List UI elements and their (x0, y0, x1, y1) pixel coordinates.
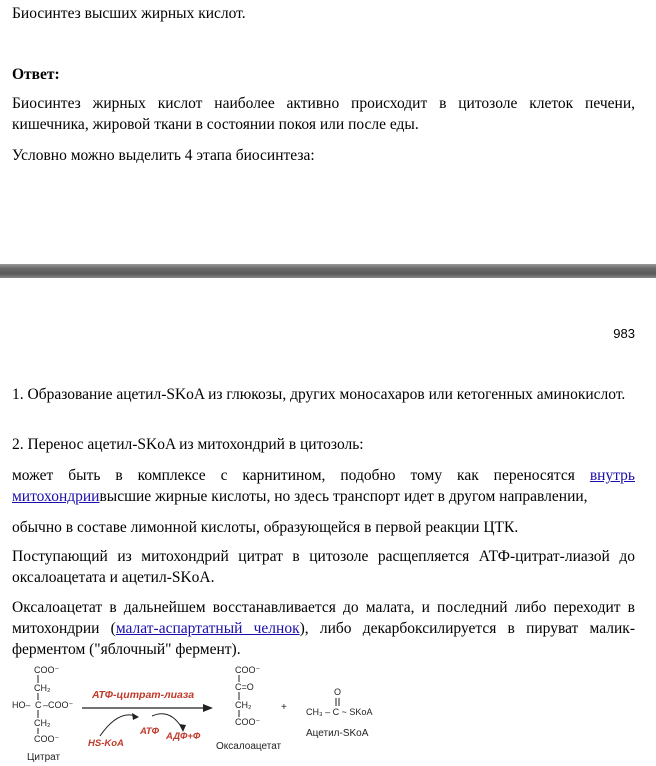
link-into-mitochondria[interactable]: внутрь митохондрии (12, 467, 635, 505)
paragraph-citric-acid: обычно в составе лимонной кислоты, образующейся в первой реакции ЦТК. (12, 519, 519, 536)
paragraph-citrate-lyase: Поступающий из митохондрий цитрат в цитозоле расщепляется АТФ-цитрат-лиазой до оксалоацетата и ацетил-SKoA. (12, 548, 635, 586)
page-number: 983 (613, 326, 635, 341)
paragraph-intro: Биосинтез жирных кислот наиболее активно происходит в цитозоле клеток печени, кишечника, жировой ткани в состоянии покоя или после еды. (12, 95, 635, 133)
acetyl-formula: CH₃ – C ~ SKoA (306, 707, 373, 717)
citrate-coo-top: COO⁻ (34, 665, 60, 675)
citrate-center-c: C (35, 700, 42, 710)
atp-label: АТФ (140, 726, 159, 737)
oxaloacetate-ch2: CH₂ (235, 700, 252, 710)
oxaloacetate-c-eq-o: C=O (235, 682, 254, 692)
paragraph-carnitine (12, 465, 635, 507)
page-divider (0, 264, 656, 278)
oxaloacetate-text-end: ), либо декарбоксилируется в пируват малик-ферментом ("яблочный" фермент). (12, 620, 635, 658)
reaction-scheme (0, 662, 656, 766)
oxaloacetate-coo-bottom: COO⁻ (235, 717, 261, 727)
oxaloacetate-coo-top: COO⁻ (235, 665, 261, 675)
acetyl-label: Ацетил-SKoA (306, 728, 369, 739)
paragraph-oxaloacetate (12, 597, 635, 660)
oxaloacetate-label: Оксалоацетат (216, 741, 282, 752)
question-title: Биосинтез высших жирных кислот. (12, 5, 246, 22)
adp-label: АДФ+Ф (166, 731, 201, 742)
citrate-coo-bottom: COO⁻ (34, 734, 60, 744)
citrate-label: Цитрат (27, 752, 61, 763)
answer-label: Ответ: (12, 66, 60, 83)
link-malate-aspartate-shuttle[interactable]: малат-аспартатный челнок (115, 620, 300, 637)
hs-koa-arc (100, 715, 136, 736)
enzyme-label: АТФ-цитрат-лиаза (92, 689, 195, 701)
carnitine-text-end: высшие жирные кислоты, но здесь транспорт идет в другом направлении, (99, 488, 588, 505)
oxaloacetate-text-start: Оксалоацетат в дальнейшем восстанавливается до малата, и последний либо переходит в митохондрии ( (12, 599, 635, 637)
citrate-coo-mid: –COO⁻ (43, 700, 74, 710)
citrate-ch2-upper: CH₂ (34, 683, 51, 693)
paragraph-stages: Условно можно выделить 4 этапа биосинтеза: (12, 147, 315, 164)
citrate-ho: HO– (12, 700, 31, 710)
hs-koa-label: HS-KoA (88, 738, 124, 749)
carnitine-text-start: может быть в комплексе с карнитином, подобно тому как переносятся (12, 467, 590, 484)
plus-sign: + (281, 702, 287, 713)
list-item-2: 2. Перенос ацетил-SKoA из митохондрий в цитозоль: (12, 436, 364, 453)
list-item-1: 1. Образование ацетил-SKoA из глюкозы, других моносахаров или кетогенных аминокислот. (12, 386, 626, 403)
citrate-ch2-lower: CH₂ (34, 718, 51, 728)
acetyl-oxygen: O (334, 687, 342, 697)
reaction-arrowhead (203, 704, 213, 712)
